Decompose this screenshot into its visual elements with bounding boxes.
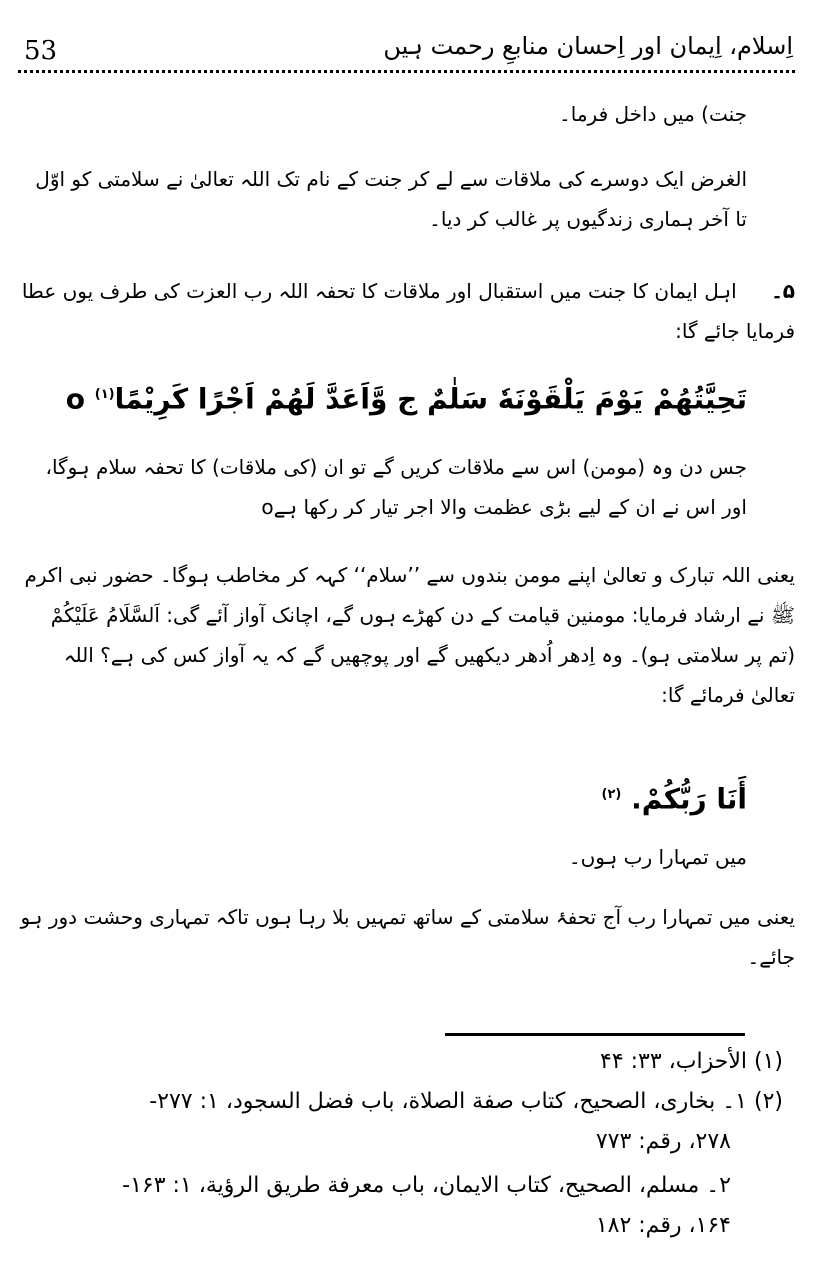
- hadith-quote-text: أَنَا رَبُّكُمْ.: [631, 782, 747, 816]
- quran-verse-text: تَحِیَّتُهُمْ یَوْمَ یَلْقَوْنَهٗ سَلٰمٌ ج وَّاَعَدَّ لَهُمْ اَجْرًا كَرِیْمًاo: [65, 382, 747, 416]
- footnote-ref-1: (۱): [94, 387, 115, 402]
- paragraph-1: جنت) میں داخل فرما۔: [559, 102, 747, 126]
- footnote-2-line-4: ۱۶۴، رقم: ۱۸۲: [595, 1213, 731, 1238]
- footnote-ref-2: (۲): [601, 787, 622, 802]
- verse-translation: جس دن وہ (مومن) اس سے ملاقات کریں گے تو ان (کی ملاقات) کا تحفہ سلام ہوگا، اور اس نے ان کے لیے بڑی عظمت والا اجر تیار کر رکھا ہےo: [45, 455, 747, 519]
- paragraph-4: یعنی اللہ تبارک و تعالیٰ اپنے مومن بندوں سے ’’سلام‘‘ کہہ کر مخاطب ہوگا۔ حضور نبی اکرم ﷺ نے ارشاد فرمایا: مومنین قیامت کے دن کھڑے ہوں گے، اچانک آواز آئے گی: اَلسَّلَامُ عَلَیْکُمْ (تم پر سلامتی ہو)۔ وہ اِدھر اُدھر دیکھیں گے اور پوچھیں گے کہ یہ آواز کس کی ہے؟ اللہ تعالیٰ فرمائے گا:: [24, 563, 795, 707]
- quran-verse: [18, 375, 747, 419]
- footnote-1: (۱) الأحزاب، ۳۳: ۴۴: [600, 1049, 783, 1074]
- hadith-quote: [18, 775, 747, 819]
- header-divider: [18, 70, 795, 73]
- page-number: 53: [24, 36, 58, 66]
- footnote-divider: [445, 1033, 745, 1036]
- item-number: ۵۔: [771, 279, 795, 303]
- paragraph-3: [18, 271, 795, 351]
- footnote-2-line-3: ۲۔ مسلم، الصحیح، کتاب الایمان، باب معرفة طریق الرؤیة، ۱: ۱۶۳-: [122, 1173, 731, 1198]
- paragraph-5: یعنی میں تمہارا رب آج تحفۂ سلامتی کے ساتھ تمہیں بلا رہا ہوں تاکہ تمہاری وحشت دور ہو جائے۔: [20, 905, 795, 969]
- page-header: [20, 26, 793, 72]
- footnote-2-line-1: (۲) ۱۔ بخاری، الصحیح، کتاب صفة الصلاة، باب فضل السجود، ۱: ۲۷۷-: [149, 1089, 783, 1114]
- paragraph-3-text: اہل ایمان کا جنت میں استقبال اور ملاقات کا تحفہ اللہ رب العزت کی طرف یوں عطا فرمایا جائے گا:: [21, 279, 795, 343]
- footnote-2-line-2: ۲۷۸، رقم: ۷۷۳: [595, 1129, 731, 1154]
- paragraph-2: الغرض ایک دوسرے کی ملاقات سے لے کر جنت کے نام تک اللہ تعالیٰ نے سلامتی کو اوّل تا آخر ہماری زندگیوں پر غالب کر دیا۔: [35, 167, 747, 231]
- running-title: اِسلام، اِیمان اور اِحسان منابعِ رحمت ہیں: [383, 32, 793, 60]
- hadith-translation: میں تمہارا رب ہوں۔: [568, 845, 747, 869]
